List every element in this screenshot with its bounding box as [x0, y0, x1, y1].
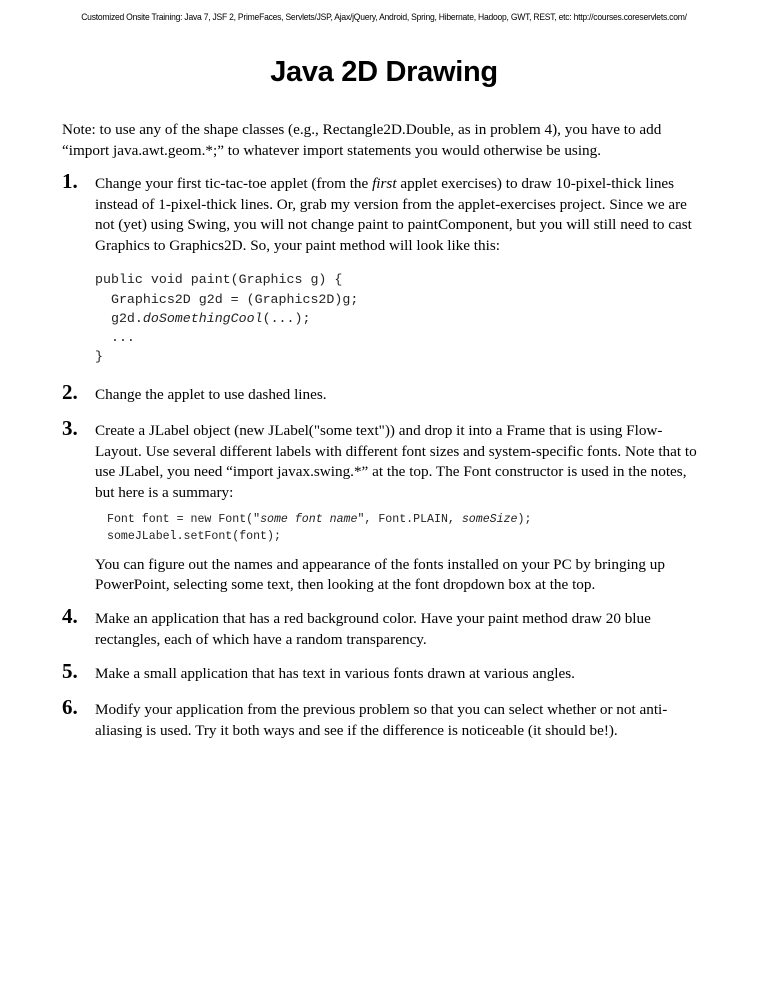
problem-6 — [62, 695, 712, 741]
note-line-1: Note: to use any of the shape classes (e.g., Rectangle2D.Double, as in problem 4), you have to add — [62, 121, 662, 138]
problem-5 — [62, 659, 712, 685]
code-line: ... — [95, 329, 135, 345]
code-line: Graphics2D g2d = (Graphics2D)g; — [95, 291, 359, 307]
problem-text: Create a JLabel object (new JLabel("some text")) and drop it into a Frame that is using Flow-Layout. Use several different labels with different font sizes and system-specific fonts. Note that to use JLabel, you need “import javax.swing.*” at the top. The Font constructor is used in the notes, but here is a summary: — [95, 422, 697, 501]
code-line: Font font = new Font("some font name", Font.PLAIN, someSize); — [107, 513, 532, 527]
code-line: public void paint(Graphics g) { — [95, 272, 343, 288]
code-block — [107, 512, 712, 545]
problem-text: Modify your application from the previous problem so that you can select whether or not anti-aliasing is used. Try it both ways and see if the difference is noticeable (it should be!). — [95, 701, 668, 739]
code-line: g2d.doSomethingCool(...); — [95, 310, 311, 326]
problem-number: 2. — [62, 380, 78, 404]
problem-number: 1. — [62, 169, 78, 193]
page-title: Java 2D Drawing — [270, 56, 498, 88]
problem-number: 5. — [62, 659, 78, 683]
problem-number: 4. — [62, 604, 78, 628]
problem-1 — [62, 169, 712, 366]
problem-text: Make an application that has a red background color. Have your paint method draw 20 blue rectangles, each of which have a random transparency. — [95, 610, 651, 648]
problem-4 — [62, 604, 712, 650]
problem-text: Make a small application that has text in various fonts drawn at various angles. — [95, 665, 575, 682]
problem-3 — [62, 416, 712, 596]
code-line: someJLabel.setFont(font); — [107, 529, 281, 543]
problem-number: 3. — [62, 416, 78, 440]
problem-text: Change your first tic-tac-toe applet (from the first applet exercises) to draw 10-pixel-thick lines instead of 1-pixel-thick lines. Or, grab my version from the applet-exercises project. Since we are not (yet) using Swing, you will not change paint to paintComponent, but you will still need to cast Graphics to Graphics2D. So, your paint method will look like this: — [95, 175, 692, 254]
problem-number: 6. — [62, 695, 78, 719]
note-line-2: “import java.awt.geom.*;” to whatever import statements you would otherwise be using. — [62, 141, 602, 159]
problem-text: Change the applet to use dashed lines. — [95, 386, 327, 403]
note-paragraph — [62, 120, 712, 161]
training-header: Customized Onsite Training: Java 7, JSF 2, PrimeFaces, Servlets/JSP, Ajax/jQuery, Android, Spring, Hibernate, Hadoop, GWT, REST, etc: http://courses.coreservlets.com/ — [81, 12, 687, 22]
code-block — [95, 270, 712, 366]
code-line: } — [95, 349, 103, 365]
problem-followup-text: You can figure out the names and appearance of the fonts installed on your PC by bringing up PowerPoint, selecting some text, then looking at the font dropdown box at the top. — [95, 555, 665, 594]
problem-2 — [62, 380, 712, 406]
